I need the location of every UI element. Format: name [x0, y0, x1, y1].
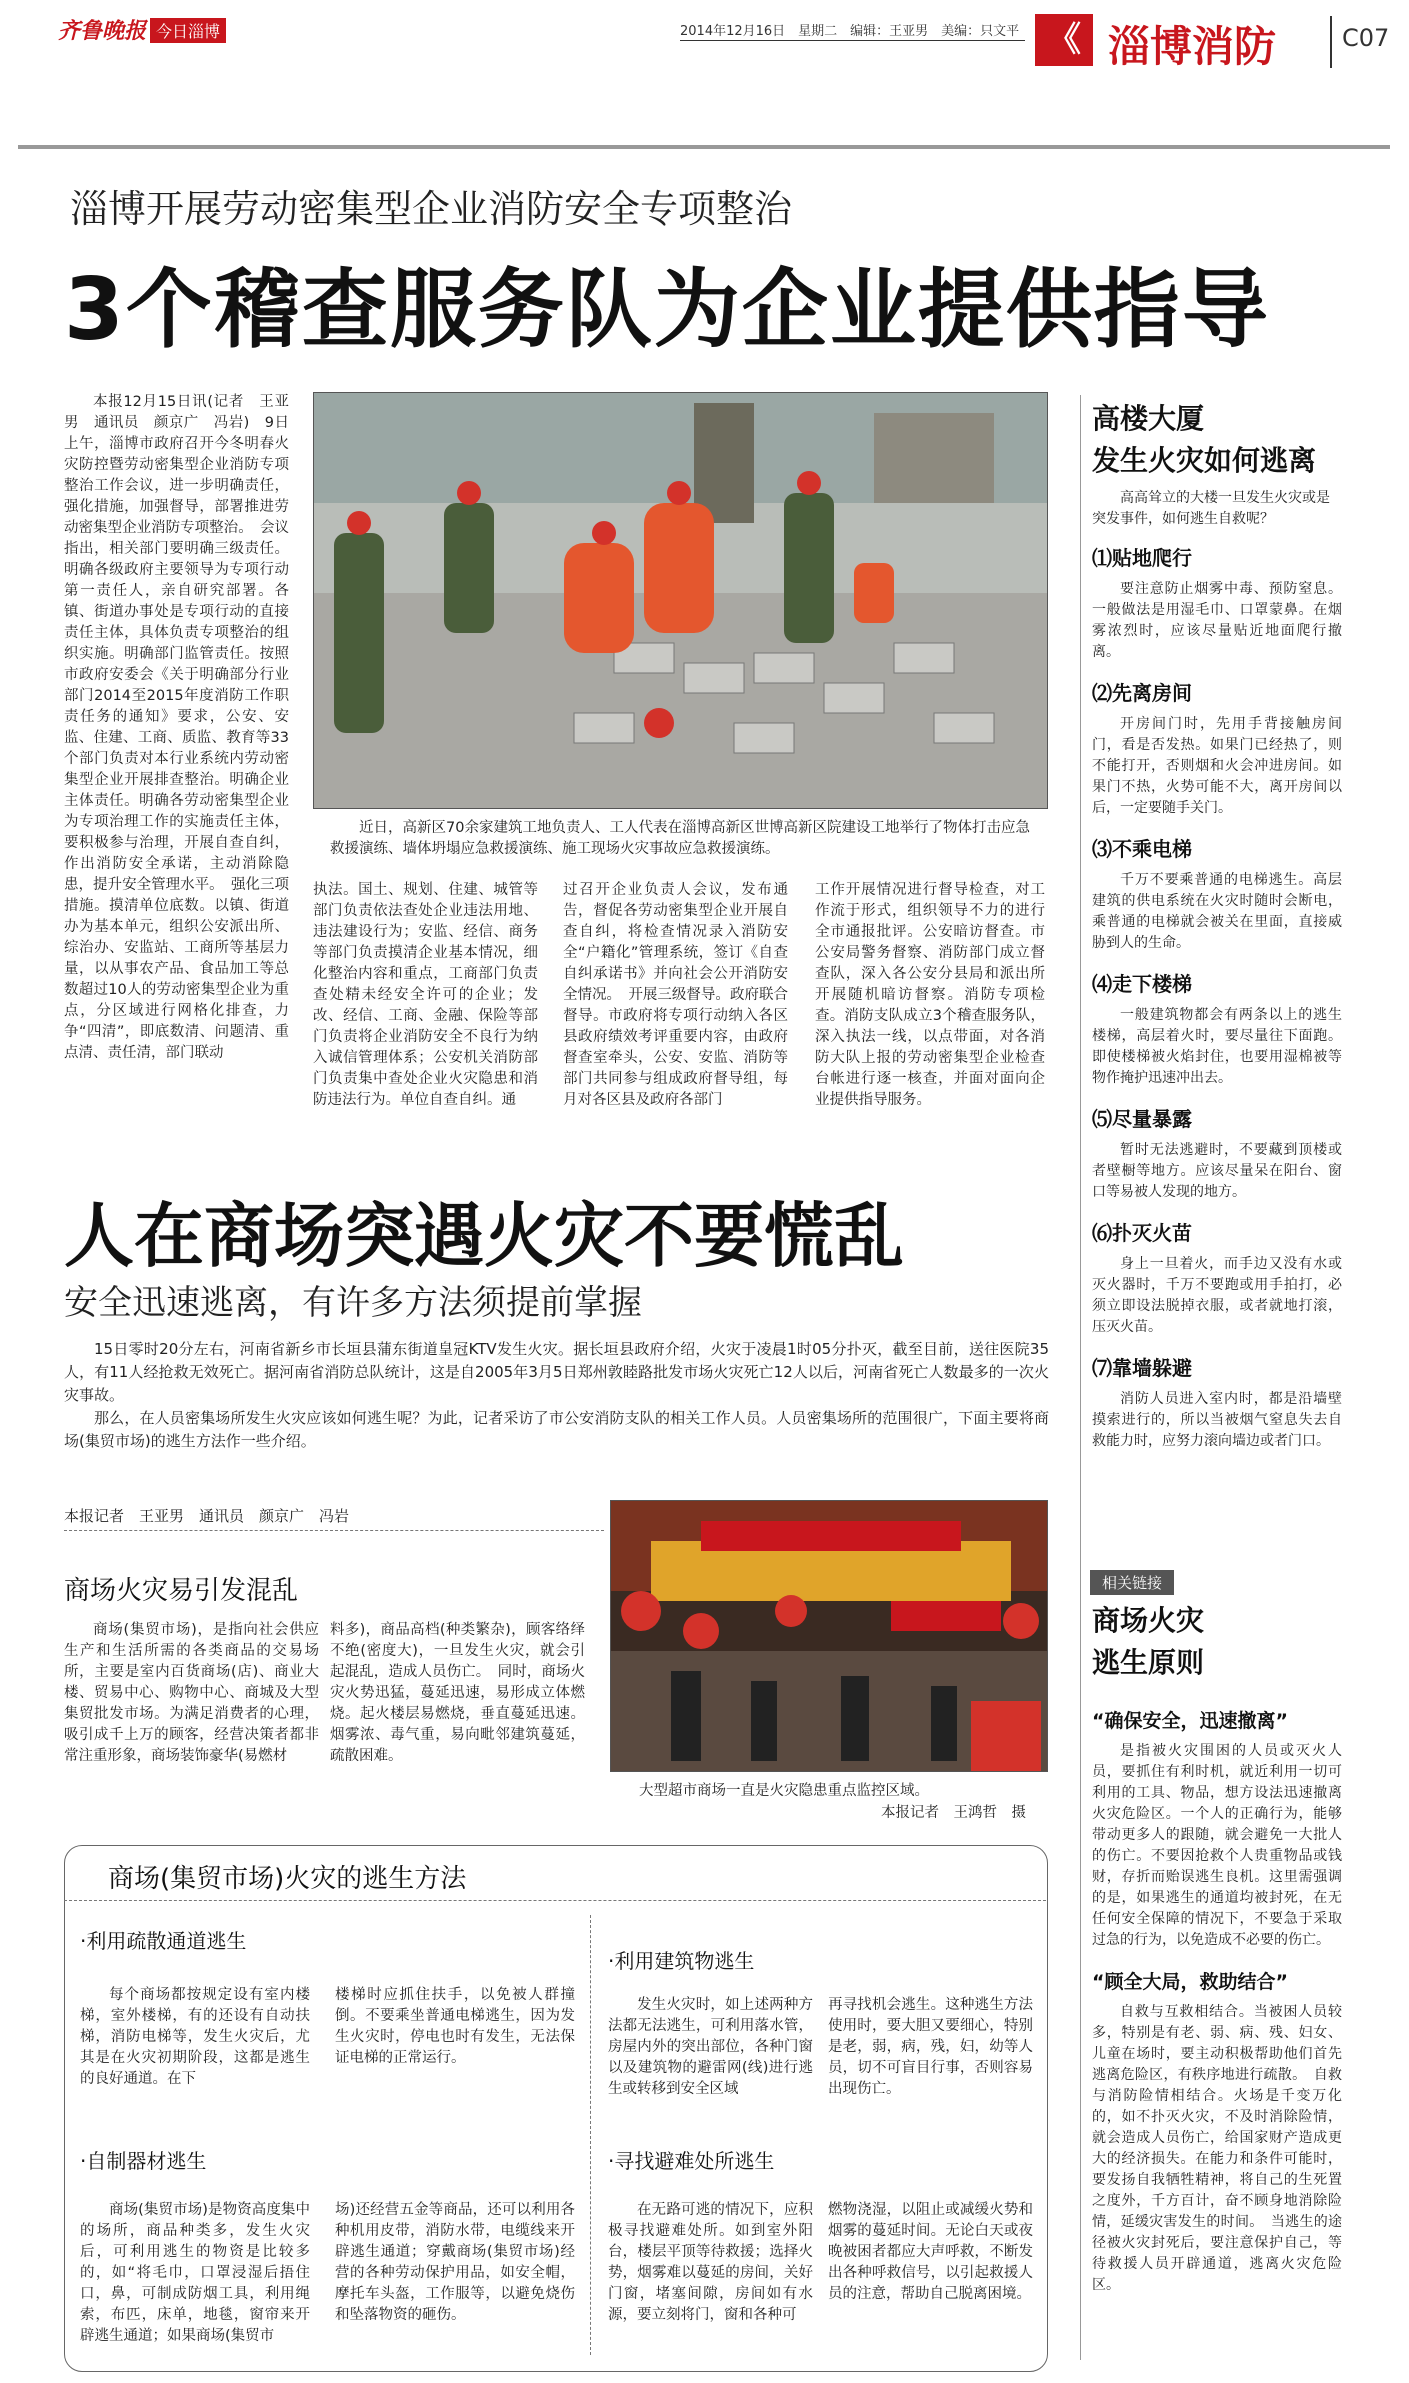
photo1-caption: 近日，高新区70余家建筑工地负责人、工人代表在淄博高新区世博高新区院建设工地举行了物体打击应急救援演练、墙体坍塌应急救援演练、施工现场火灾事故应急救援演练。	[330, 820, 1030, 857]
method3-heading: ·利用建筑物逃生	[608, 1949, 755, 1973]
article1-subtitle: 淄博开展劳动密集型企业消防安全专项整治	[70, 187, 793, 231]
article1-col2: 执法。国土、规划、住建、城管等部门负责依法查处企业违法用地、违法建设行为；安监、经信、商务等部门负责摸清企业基本情况，细化整治内容和重点，工商部门负责查处精未经安全许可的企业；发改、经信、工商、金融、保险等部门负责将企业消防安全不良行为纳入诚信管理体系；公安机关消防部门负责集中查处企业火灾隐患和消防违法行为。单位自查自纠。通	[313, 882, 538, 1108]
header-bar	[18, 145, 1390, 149]
method2-col1: 商场(集贸市场)是物资高度集中的场所，商品种类多，发生火灾后，可利用逃生的物资是比较多的，如“将毛巾，口罩浸湿后捂住口，鼻，可制成防烟工具，利用绳索，布匹，床单，地毯，窗帘来开辟逃生通道；如果商场(集贸市	[80, 2202, 310, 2344]
sidebar-item-heading: ⑸尽量暴露	[1092, 1107, 1192, 1131]
article2-byline: 本报记者 王亚男 通讯员 颜京广 冯岩	[64, 1507, 350, 1525]
related-title-line1: 商场火灾	[1092, 1604, 1205, 1637]
method4-col1: 在无路可逃的情况下，应积极寻找避难处所。如到室外阳台，楼层平顶等待救援；选择火势，烟雾难以蔓延的房间，关好门窗，堵塞间隙，房间如有水源，要立刻将门，窗和各种可	[608, 2202, 813, 2323]
method2-heading: ·自制器材逃生	[80, 2149, 207, 2173]
section1-heading: 商场火灾易引发混乱	[64, 1576, 299, 1606]
sidebar-divider	[1080, 395, 1081, 2360]
article1-title: 3个稽查服务队为企业提供指导	[64, 260, 1270, 360]
photo2-credit: 本报记者 王鸿哲 摄	[881, 1805, 1026, 1821]
section1-col1: 商场(集贸市场)，是指向社会供应生产和生活所需的各类商品的交易场所，主要是室内百货商场(店)、商业大楼、贸易中心、购物中心、商城及大型集贸批发市场。为满足消费者的心理，吸引成千上万的顾客，经营决策者都非常注重形象，商场装饰豪华(易燃材	[64, 1622, 319, 1764]
article2-subtitle: 安全迅速逃离，有许多方法须提前掌握	[64, 1283, 642, 1323]
sidebar-item-heading: ⑹扑灭火苗	[1092, 1221, 1192, 1245]
page-number: C07	[1342, 24, 1390, 52]
edition-label: 今日淄博	[150, 18, 226, 43]
sidebar-principles	[1092, 1600, 1342, 2322]
section-title: 淄博消防	[1108, 22, 1277, 71]
photo2-caption-text: 大型超市商场一直是火灾隐患重点监控区域。	[639, 1783, 929, 1799]
escape-methods-title: 商场(集贸市场)火灾的逃生方法	[108, 1864, 467, 1894]
sidebar-item-heading: ⑶不乘电梯	[1092, 837, 1192, 861]
newspaper-logo: 齐鲁晚报	[58, 18, 147, 44]
sidebar-item-heading: ⑺靠墙躲避	[1092, 1356, 1192, 1380]
sidebar-item-heading: ⑴贴地爬行	[1092, 546, 1192, 570]
sidebar-intro: 高高耸立的大楼一旦发生火灾或是突发事件，如何逃生自救呢？	[1092, 490, 1330, 527]
principle1-body: 是指被火灾围困的人员或灭火人员，要抓住有利时机，就近利用一切可利用的工具、物品，想方设法迅速撤离火灾危险区。一个人的正确行为，能够带动更多人的跟随，就会避免一大批人的伤亡。不要因抢救个人贵重物品或钱财，存折而贻误逃生良机。这里需强调的是，如果逃生的通道均被封死，在无任何安全保障的情况下，不要急于采取过急的行为，以免造成不必要的伤亡。	[1092, 1743, 1342, 1948]
supermarket-photo	[610, 1500, 1048, 1772]
sidebar-item-body: 开房间门时，先用手背接触房间门，看是否发热。如果门已经热了，则不能打开，否则烟和火会冲进房间。如果门不热，火势可能不大，离开房间以后，一定要随手关门。	[1092, 716, 1342, 816]
firefighter-drill-photo	[313, 392, 1048, 809]
header-divider	[1330, 16, 1332, 68]
section-badge-icon: 《	[1035, 14, 1093, 66]
sidebar-item-body: 要注意防止烟雾中毒、预防窒息。一般做法是用湿毛巾、口罩蒙鼻。在烟雾浓烈时，应该尽量贴近地面爬行撤离。	[1092, 581, 1342, 660]
byline-rule	[64, 1530, 604, 1531]
related-title-line2: 逃生原则	[1092, 1646, 1205, 1679]
principle2-heading: “顾全大局，救助结合”	[1092, 1971, 1288, 1993]
method4-heading: ·寻找避难处所逃生	[608, 2149, 775, 2173]
method1-heading: ·利用疏散通道逃生	[80, 1929, 247, 1953]
header-rule	[680, 40, 1025, 41]
method4-col2: 燃物浇湿，以阻止或减缓火势和烟雾的蔓延时间。无论白天或夜晚被困者都应大声呼救，不断发出各种呼救信号，以引起救援人员的注意，帮助自己脱离困境。	[828, 2202, 1033, 2302]
section1-col2: 料多)，商品高档(种类繁杂)，顾客络绎不绝(密度大)，一旦发生火灾，就会引起混乱，造成人员伤亡。 同时，商场火灾火势迅猛，蔓延迅速，易形成立体燃烧。起火楼层易燃烧，垂直蔓延迅速。烟雾浓、毒气重，易向毗邻建筑蔓延，疏散困难。	[330, 1622, 585, 1764]
article1-col4: 工作开展情况进行督导检查，对工作流于形式，组织领导不力的进行全市通报批评。公安暗访督查。市公安局警务督察、消防部门成立督查队，深入各公安分县局和派出所开展随机暗访督察。消防专项检查。消防支队成立3个稽查服务队，深入执法一线，以点带面，对各消防大队上报的劳动密集型企业检查台帐进行逐一核查，并面对面向企业提供指导服务。	[815, 882, 1045, 1108]
article1-col1: 本报12月15日讯(记者 王亚男 通讯员 颜京广 冯岩) 9日上午，淄博市政府召开今冬明春火灾防控暨劳动密集型企业消防专项整治工作会议，进一步明确责任，强化措施，加强督导，部署推进劳动密集型企业消防专项整治。 会议指出，相关部门要明确三级责任。明确各级政府主要领导为专项行动第一责任人，亲自研究部署。各镇、街道办事处是专项行动的直接责任主体，具体负责专项整治的组织实施。明确部门监管责任。按照市政府安委会《关于明确部分行业部门2014至2015年度消防工作职责任务的通知》要求，公安、安监、住建、工商、质监、教育等33个部门负责对本行业系统内劳动密集型企业开展排查整治。明确企业主体责任。明确各劳动密集型企业为专项治理工作的实施责任主体，要积极参与治理，开展自查自纠，作出消防安全承诺，主动消除隐患，提升安全管理水平。 强化三项措施。摸清单位底数。以镇、街道办为基本单元，组织公安派出所、综治办、安监站、工商所等基层力量，以从事农产品、食品加工等总数超过10人的劳动密集型企业为重点，分区域进行网格化排查，力争“四清”，即底数清、问题清、重点清、责任清，部门联动	[64, 394, 289, 1061]
photo2-caption	[610, 1780, 1046, 1824]
article2-title: 人在商场突遇火灾不要慌乱	[64, 1195, 904, 1277]
sidebar-item-body: 一般建筑物都会有两条以上的逃生楼梯，高层着火时，要尽量往下面跑。即使楼梯被火焰封住，也要用湿棉被等物作掩护迅速冲出去。	[1092, 1007, 1342, 1086]
related-link-label: 相关链接	[1090, 1570, 1174, 1595]
method1-col1: 每个商场都按规定设有室内楼梯，室外楼梯，有的还设有自动扶梯，消防电梯等，发生火灾后，尤其是在火灾初期阶段，这都是逃生的良好通道。在下	[80, 1987, 310, 2087]
sidebar-item-heading: ⑷走下楼梯	[1092, 972, 1192, 996]
sidebar-item-body: 千万不要乘普通的电梯逃生。高层建筑的供电系统在火灾时随时会断电，乘普通的电梯就会被关在里面，直接威胁到人的生命。	[1092, 872, 1342, 951]
article1-col3: 过召开企业负责人会议，发布通告，督促各劳动密集型企业开展自查自纠，将检查情况录入消防安全“户籍化”管理系统，签订《自查自纠承诺书》并向社会公开消防安全情况。 开展三级督导。政府联合督导。市政府将专项行动纳入各区县政府绩效考评重要内容，由政府督查室牵头，公安、安监、消防等部门共同参与组成政府督导组，每月对各区县及政府各部门	[563, 882, 788, 1108]
box-column-divider	[590, 1915, 592, 2355]
method2-col2: 场)还经营五金等商品，还可以利用各种机用皮带，消防水带，电缆线来开辟逃生通道；穿戴商场(集贸市场)经营的各种劳动保护用品，如安全帽，摩托车头盔，工作服等，以避免烧伤和坠落物资的砸伤。	[335, 2202, 575, 2323]
sidebar-item-heading: ⑵先离房间	[1092, 681, 1192, 705]
sidebar-title-line1: 高楼大厦	[1092, 402, 1205, 435]
article2-lead-p1: 15日零时20分左右，河南省新乡市长垣县蒲东街道皇冠KTV发生火灾。据长垣县政府介绍，火灾于凌晨1时05分扑灭，截至目前，送往医院35人，有11人经抢救无效死亡。据河南省消防总队统计，这是自2005年3月5日郑州敦睦路批发市场火灾死亡12人以后，河南省死亡人数最多的一次火灾事故。	[64, 1340, 1049, 1404]
issue-meta: 2014年12月16日 星期二 编辑：王亚男 美编：只文平	[680, 24, 1020, 39]
sidebar-item-body: 暂时无法逃避时，不要藏到顶楼或者壁橱等地方。应该尽量呆在阳台、窗口等易被人发现的地方。	[1092, 1142, 1342, 1200]
method1-col2: 楼梯时应抓住扶手，以免被人群撞倒。不要乘坐普通电梯逃生，因为发生火灾时，停电也时有发生，无法保证电梯的正常运行。	[335, 1987, 575, 2066]
principle2-body: 自救与互救相结合。当被困人员较多，特别是有老、弱、病、残、妇女、儿童在场时，要主动积极帮助他们首先逃离危险区，有秩序地进行疏散。 自救与消防险情相结合。火场是千变万化的，如不扑灭火灾，不及时消除险情，就会造成人员伤亡，给国家财产造成更大的经济损失。在能力和条件可能时，要发扬自我牺牲精神，将自己的生死置之度外，千方百计，奋不顾身地消除险情，延缓灾害发生的时间。 当逃生的途径被火灾封死后，要注意保护自己，等待救援人员开辟通道，逃离火灾危险区。	[1092, 2004, 1342, 2293]
sidebar-item-body: 消防人员进入室内时，都是沿墙壁摸索进行的，所以当被烟气窒息失去自救能力时，应努力滚向墙边或者门口。	[1092, 1391, 1342, 1449]
article2-lead	[64, 1338, 1049, 1453]
method3-col1: 发生火灾时，如上述两种方法都无法逃生，可利用落水管，房屋内外的突出部位，各种门窗以及建筑物的避雷网(线)进行逃生或转移到安全区域	[608, 1997, 813, 2097]
box-divider	[64, 1900, 1046, 1901]
sidebar-highrise	[1092, 398, 1342, 1452]
article2-lead-p2: 那么，在人员密集场所发生火灾应该如何逃生呢？为此，记者采访了市公安消防支队的相关工作人员。人员密集场所的范围很广，下面主要将商场(集贸市场)的逃生方法作一些介绍。	[64, 1409, 1049, 1450]
principle1-heading: “确保安全，迅速撤离”	[1092, 1710, 1288, 1732]
method3-col2: 再寻找机会逃生。这种逃生方法使用时，要大胆又要细心，特别是老，弱，病，残，妇，幼等人员，切不可盲目行事，否则容易出现伤亡。	[828, 1997, 1033, 2097]
sidebar-item-body: 身上一旦着火，而手边又没有水或灭火器时，千万不要跑或用手拍打，必须立即设法脱掉衣服，或者就地打滚，压灭火苗。	[1092, 1256, 1342, 1335]
sidebar-title-line2: 发生火灾如何逃离	[1092, 444, 1317, 477]
